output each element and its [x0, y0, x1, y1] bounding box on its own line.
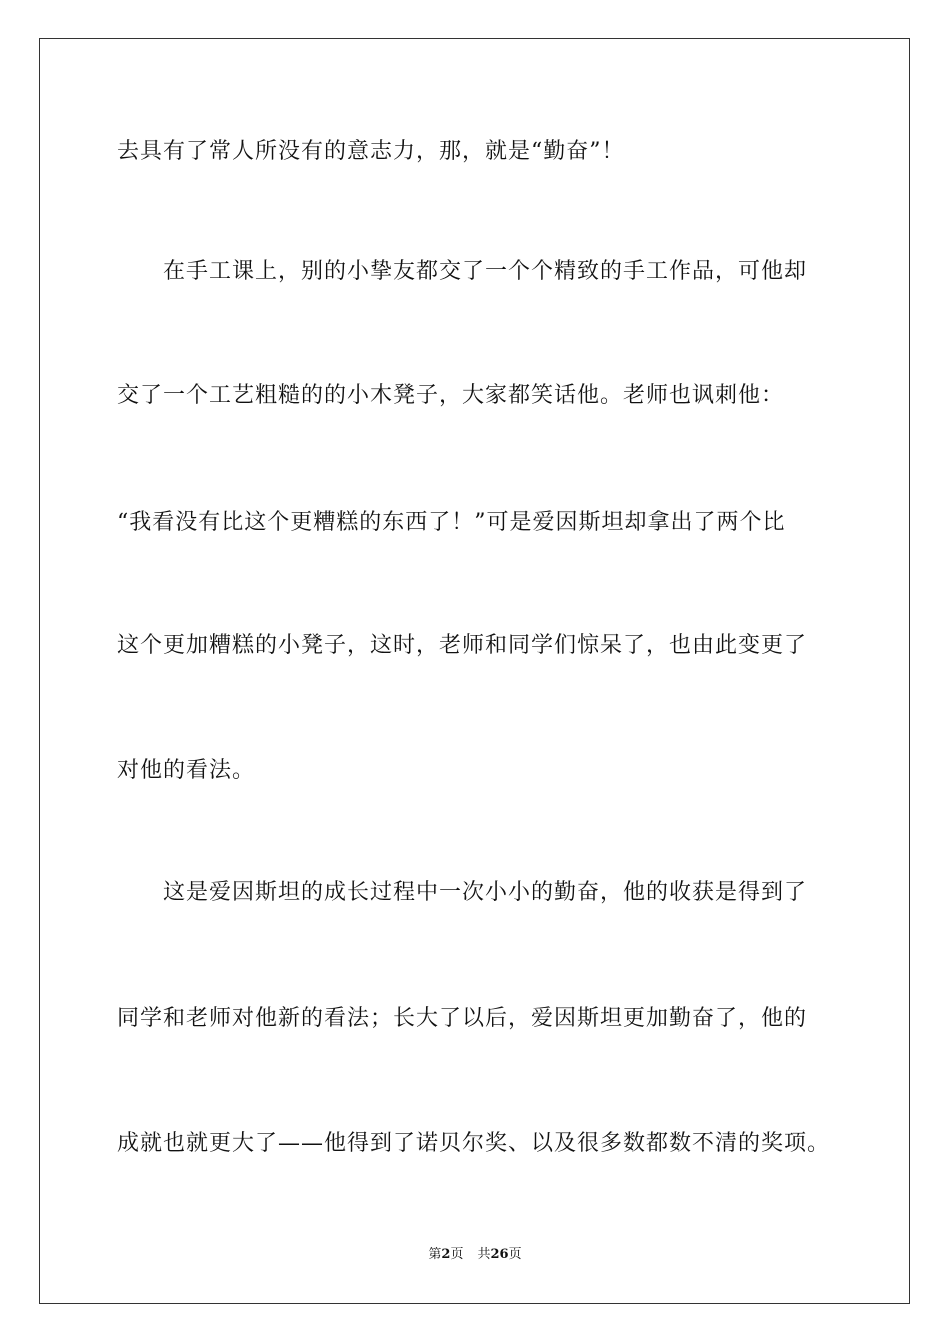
- body-line-3: 交了一个工艺粗糙的的小木凳子，大家都笑话他。老师也讽刺他：: [117, 383, 785, 408]
- body-line-1: 去具有了常人所没有的意志力，那，就是“勤奋”！: [117, 139, 625, 164]
- page-footer: [0, 1246, 950, 1264]
- footer-total-pages: 26: [490, 1247, 509, 1262]
- body-line-7: 这是爱因斯坦的成长过程中一次小小的勤奋，他的收获是得到了: [163, 880, 808, 905]
- page-border: [39, 38, 910, 1304]
- footer-page-prefix: 第: [428, 1247, 442, 1262]
- body-line-6: 对他的看法。: [117, 758, 256, 783]
- body-line-5: 这个更加糟糕的小凳子，这时，老师和同学们惊呆了，也由此变更了: [117, 633, 808, 658]
- footer-page-suffix: 页: [450, 1247, 464, 1262]
- body-line-2: 在手工课上，别的小挚友都交了一个个精致的手工作品，可他却: [163, 259, 808, 284]
- footer-total-prefix: 共: [477, 1247, 491, 1262]
- body-line-4: “我看没有比这个更糟糕的东西了！”可是爱因斯坦却拿出了两个比: [117, 510, 786, 535]
- body-line-9: 成就也就更大了——他得到了诺贝尔奖、以及很多数都数不清的奖项。: [117, 1131, 831, 1156]
- footer-page-number: 2: [441, 1247, 451, 1262]
- footer-total-suffix: 页: [508, 1247, 522, 1262]
- body-line-8: 同学和老师对他新的看法；长大了以后，爱因斯坦更加勤奋了，他的: [117, 1006, 808, 1031]
